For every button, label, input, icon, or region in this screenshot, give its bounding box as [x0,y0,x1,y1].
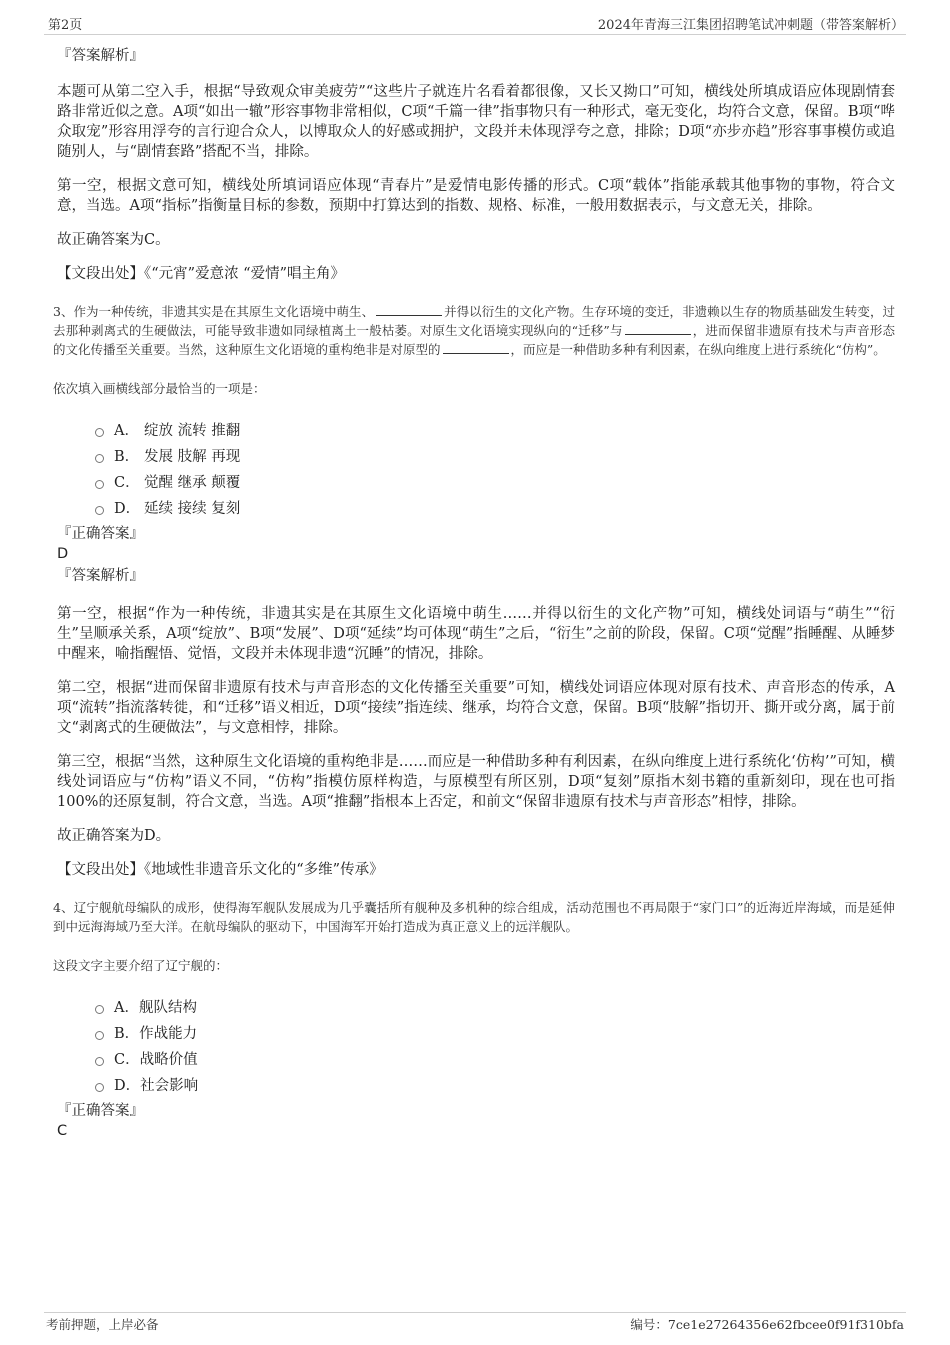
page-number: 第2页 [48,18,83,33]
radio-button[interactable] [95,506,104,515]
fill-blank [443,341,509,354]
option-d[interactable]: D． 延续 接续 复刻 [95,494,895,520]
option-c[interactable]: C． 觉醒 继承 颠覆 [95,468,895,494]
option-b[interactable]: B． 发展 肢解 再现 [95,442,895,468]
analysis-label: 『答案解析』 [57,48,144,64]
analysis-paragraph: 第一空，根据“作为一种传统，非遗其实是在其原生文化语境中萌生……并得以衍生的文化产物”可知，横线处词语与“萌生”“衍生”呈顺承关系，A项“绽放”、B项“发展”、D项“延续”均可体现“萌生”之后，“衍生”之前的阶段，保留。C项“觉醒”指睡醒、从睡梦中醒来，喻指醒悟、觉悟，文段并未体现非遗“沉睡”的情况，排除。 [57,606,895,662]
footer-slogan: 考前押题，上岸必备 [46,1317,159,1332]
radio-button[interactable] [95,428,104,437]
page-footer [44,1312,906,1335]
question-3-prompt: 依次填入画横线部分最恰当的一项是： [53,381,266,396]
question-4-options [95,993,895,1097]
radio-button[interactable] [95,1005,104,1014]
document-id: 编号：7ce1e27264356e62fbcee0f91f310bfa [630,1317,904,1332]
option-b[interactable]: B． 作战能力 [95,1019,895,1045]
question-4-stem: 4、辽宁舰航母编队的成形，使得海军舰队发展成为几乎囊括所有舰种及多机种的综合组成，活动范围也不再局限于“家门口”的近海近岸海域，而是延伸到中远海海域乃至大洋。在航母编队的驱动下，中国海军开始打造成为真正意义上的远洋舰队。 [53,900,895,934]
question-3-stem: 3、作为一种传统，非遗其实是在其原生文化语境中萌生、 并得以衍生的文化产物。生存环境的变迁，非遗赖以生存的物质基础发生转变，过去那种剥离式的生硬做法，可能导致非遗如同绿植离土一般枯萎。对原生文化语境实现纵向的“迁移”与 ，进而保留非遗原有技术与声音形态的文化传播至关重要。当然，这种原生文化语境的重构绝非是对原型的 ，而应是一种借助多种有利因素，在纵向维度上进行系统化“仿构”。 [53,304,895,357]
answer-label: 『正确答案』 [57,1103,144,1119]
question-3-options [95,416,895,520]
document-body [53,46,895,1143]
analysis-paragraph: 第二空，根据“进而保留非遗原有技术与声音形态的文化传播至关重要”可知，横线处词语应体现对原有技术、声音形态的传承，A项“流转”指流落转徙，和“迁移”语义相近，D项“接续”指连续、继承，均符合文意，保留。B项“肢解”指切开、撕开或分离，属于前文“剥离式的生硬做法”，与文意相悖，排除。 [57,680,895,736]
fill-blank [376,303,442,316]
document-title: 2024年青海三江集团招聘笔试冲刺题（带答案解析） [597,18,904,33]
radio-button[interactable] [95,1031,104,1040]
radio-button[interactable] [95,480,104,489]
answer-value: C [57,1123,68,1139]
page-header [44,14,906,35]
source-citation: 【文段出处】《地域性非遗音乐文化的“多维”传承》 [57,862,384,878]
analysis-paragraph: 第三空，根据“当然，这种原生文化语境的重构绝非是……而应是一种借助多种有利因素，在纵向维度上进行系统化‘仿构’”可知，横线处词语应与“仿构”语义不同，“仿构”指模仿原样构造，与原模型有所区别，D项“复刻”原指木刻书籍的重新刻印，现在也可指100%的还原复制，符合文意，当选。A项“推翻”指根本上否定，和前文“保留非遗原有技术与声音形态”相悖，排除。 [57,754,895,810]
radio-button[interactable] [95,1057,104,1066]
answer-value: D [57,546,69,562]
option-a[interactable]: A． 绽放 流转 推翻 [95,416,895,442]
analysis-label: 『答案解析』 [57,568,144,584]
source-citation: 【文段出处】《“元宵”爱意浓 “爱情”唱主角》 [57,266,346,282]
radio-button[interactable] [95,454,104,463]
option-c[interactable]: C． 战略价值 [95,1045,895,1071]
fill-blank [625,322,691,335]
analysis-conclusion: 故正确答案为C。 [57,232,170,248]
question-4-prompt: 这段文字主要介绍了辽宁舰的： [53,958,229,973]
analysis-paragraph: 本题可从第二空入手，根据“导致观众审美疲劳”“这些片子就连片名看着都很像，又长又拗口”可知，横线处所填成语应体现剧情套路非常近似之意。A项“如出一辙”形容事物非常相似，C项“千篇一律”指事物只有一种形式，毫无变化，均符合文意，保留。B项“哗众取宠”形容用浮夸的言行迎合众人，以博取众人的好感或拥护，文段并未体现浮夸之意，排除；D项“亦步亦趋”形容事事模仿或追随别人，与“剧情套路”搭配不当，排除。 [57,84,895,160]
option-d[interactable]: D． 社会影响 [95,1071,895,1097]
radio-button[interactable] [95,1083,104,1092]
answer-label: 『正确答案』 [57,526,144,542]
option-a[interactable]: A． 舰队结构 [95,993,895,1019]
analysis-conclusion: 故正确答案为D。 [57,828,171,844]
analysis-paragraph: 第一空，根据文意可知，横线处所填词语应体现“青春片”是爱情电影传播的形式。C项“载体”指能承载其他事物的事物，符合文意，当选。A项“指标”指衡量目标的参数，预期中打算达到的指数、规格、标准，一般用数据表示，与文意无关，排除。 [57,178,895,214]
